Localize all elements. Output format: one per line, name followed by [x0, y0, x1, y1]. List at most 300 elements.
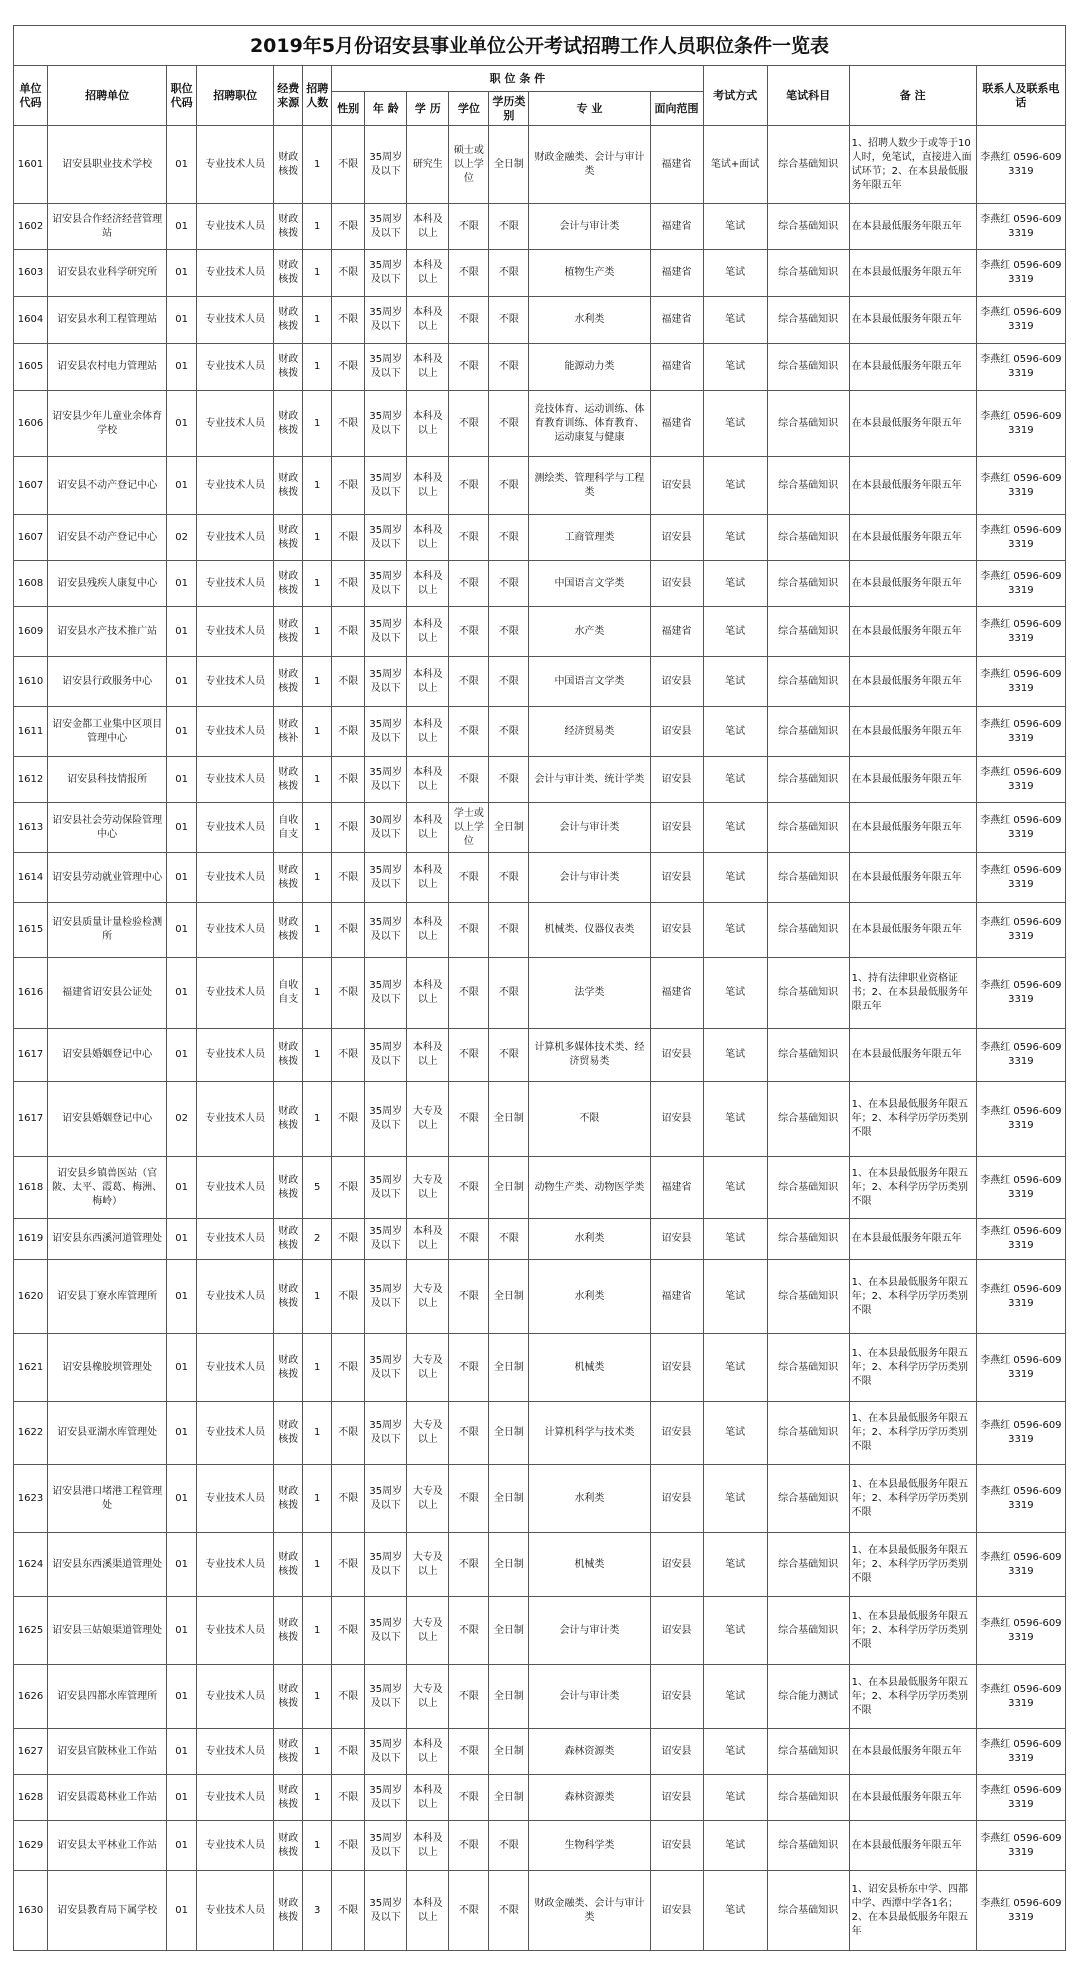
position-cell: 专业技术人员: [197, 707, 274, 757]
gender-cell: 不限: [332, 1597, 365, 1665]
degree-cell: 不限: [449, 391, 489, 457]
degree-cell: 不限: [449, 344, 489, 391]
unit-code-cell: 1609: [14, 607, 48, 657]
major-cell: 森林资源类: [529, 1775, 650, 1821]
unit-cell: 诏安县婚姻登记中心: [48, 1029, 167, 1082]
major-cell: 水利类: [529, 297, 650, 344]
table-row: [14, 1402, 1066, 1465]
subject-cell: 综合基础知识: [767, 1029, 849, 1082]
age-cell: 35周岁及以下: [365, 1775, 407, 1821]
degree-cell: 不限: [449, 457, 489, 515]
exam-cell: 笔试: [703, 515, 767, 561]
exam-cell: 笔试: [703, 250, 767, 297]
note-cell: 在本县最低服务年限五年: [849, 515, 976, 561]
table-row: [14, 1821, 1066, 1871]
note-cell: 1、在本县最低服务年限五年；2、本科学历学历类别不限: [849, 1402, 976, 1465]
subject-cell: 综合基础知识: [767, 958, 849, 1029]
age-cell: 35周岁及以下: [365, 1029, 407, 1082]
header-subject: 笔试科目: [767, 66, 849, 126]
position-code-cell: 01: [167, 1729, 197, 1775]
degree-cell: 学士或以上学位: [449, 803, 489, 853]
education-type-cell: 全日制: [489, 1533, 529, 1597]
scope-cell: 诏安县: [650, 1533, 703, 1597]
funding-cell: 财政核拨: [274, 391, 303, 457]
scope-cell: 诏安县: [650, 903, 703, 958]
position-cell: 专业技术人员: [197, 1533, 274, 1597]
funding-cell: 财政核拨: [274, 204, 303, 250]
education-cell: 大专及以上: [407, 1465, 449, 1533]
unit-code-cell: 1601: [14, 126, 48, 204]
position-cell: 专业技术人员: [197, 803, 274, 853]
education-type-cell: 不限: [489, 903, 529, 958]
unit-code-cell: 1614: [14, 853, 48, 903]
unit-cell: 诏安县东西溪河道管理处: [48, 1219, 167, 1260]
funding-cell: 财政核拨: [274, 457, 303, 515]
gender-cell: 不限: [332, 1082, 365, 1157]
gender-cell: 不限: [332, 204, 365, 250]
note-cell: 在本县最低服务年限五年: [849, 561, 976, 607]
exam-cell: 笔试: [703, 1219, 767, 1260]
education-type-cell: 全日制: [489, 1157, 529, 1219]
table-row: [14, 1465, 1066, 1533]
position-cell: 专业技术人员: [197, 903, 274, 958]
note-cell: 在本县最低服务年限五年: [849, 457, 976, 515]
count-cell: 2: [303, 1219, 332, 1260]
scope-cell: 诏安县: [650, 757, 703, 803]
funding-cell: 财政核拨: [274, 657, 303, 707]
contact-cell: 李燕红 0596-6093319: [976, 657, 1065, 707]
education-cell: 本科及以上: [407, 853, 449, 903]
contact-cell: 李燕红 0596-6093319: [976, 958, 1065, 1029]
position-cell: 专业技术人员: [197, 1871, 274, 1951]
note-cell: 1、在本县最低服务年限五年；2、本科学历学历类别不限: [849, 1334, 976, 1402]
degree-cell: 不限: [449, 1157, 489, 1219]
header-funding: 经费来源: [274, 66, 303, 126]
major-cell: 会计与审计类: [529, 204, 650, 250]
education-type-cell: 不限: [489, 1821, 529, 1871]
contact-cell: 李燕红 0596-6093319: [976, 391, 1065, 457]
count-cell: 1: [303, 707, 332, 757]
count-cell: 1: [303, 903, 332, 958]
count-cell: 1: [303, 803, 332, 853]
contact-cell: 李燕红 0596-6093319: [976, 1260, 1065, 1334]
exam-cell: 笔试: [703, 1082, 767, 1157]
exam-cell: 笔试: [703, 803, 767, 853]
major-cell: 生物科学类: [529, 1821, 650, 1871]
gender-cell: 不限: [332, 803, 365, 853]
education-type-cell: 不限: [489, 757, 529, 803]
unit-cell: 诏安县婚姻登记中心: [48, 1082, 167, 1157]
contact-cell: 李燕红 0596-6093319: [976, 457, 1065, 515]
contact-cell: 李燕红 0596-6093319: [976, 707, 1065, 757]
unit-cell: 诏安县社会劳动保险管理中心: [48, 803, 167, 853]
degree-cell: 不限: [449, 250, 489, 297]
education-cell: 大专及以上: [407, 1597, 449, 1665]
age-cell: 35周岁及以下: [365, 607, 407, 657]
count-cell: 1: [303, 344, 332, 391]
contact-cell: 李燕红 0596-6093319: [976, 607, 1065, 657]
scope-cell: 诏安县: [650, 1775, 703, 1821]
exam-cell: 笔试: [703, 1260, 767, 1334]
subject-cell: 综合基础知识: [767, 1729, 849, 1775]
count-cell: 1: [303, 391, 332, 457]
unit-code-cell: 1604: [14, 297, 48, 344]
subject-cell: 综合基础知识: [767, 803, 849, 853]
contact-cell: 李燕红 0596-6093319: [976, 297, 1065, 344]
subject-cell: 综合基础知识: [767, 1465, 849, 1533]
note-cell: 1、诏安县桥东中学、四都中学、西潭中学各1名；2、在本县最低服务年限五年: [849, 1871, 976, 1951]
position-cell: 专业技术人员: [197, 1260, 274, 1334]
gender-cell: 不限: [332, 515, 365, 561]
education-cell: 大专及以上: [407, 1157, 449, 1219]
subject-cell: 综合基础知识: [767, 250, 849, 297]
note-cell: 在本县最低服务年限五年: [849, 391, 976, 457]
unit-cell: 诏安县水产技术推广站: [48, 607, 167, 657]
note-cell: 1、招聘人数少于或等于10人时，免笔试，直接进入面试环节；2、在本县最低服务年限五年: [849, 126, 976, 204]
contact-cell: 李燕红 0596-6093319: [976, 1665, 1065, 1729]
education-type-cell: 不限: [489, 1871, 529, 1951]
position-code-cell: 01: [167, 1775, 197, 1821]
position-code-cell: 01: [167, 1871, 197, 1951]
education-cell: 大专及以上: [407, 1665, 449, 1729]
gender-cell: 不限: [332, 657, 365, 707]
education-type-cell: 不限: [489, 958, 529, 1029]
funding-cell: 财政核拨: [274, 1729, 303, 1775]
unit-code-cell: 1620: [14, 1260, 48, 1334]
degree-cell: 不限: [449, 297, 489, 344]
degree-cell: 不限: [449, 1334, 489, 1402]
funding-cell: 财政核拨: [274, 903, 303, 958]
note-cell: 在本县最低服务年限五年: [849, 1729, 976, 1775]
major-cell: 财政金融类、会计与审计类: [529, 126, 650, 204]
degree-cell: 不限: [449, 958, 489, 1029]
position-cell: 专业技术人员: [197, 250, 274, 297]
gender-cell: 不限: [332, 853, 365, 903]
education-type-cell: 全日制: [489, 1260, 529, 1334]
count-cell: 5: [303, 1157, 332, 1219]
exam-cell: 笔试: [703, 1665, 767, 1729]
gender-cell: 不限: [332, 1402, 365, 1465]
major-cell: 会计与审计类: [529, 853, 650, 903]
exam-cell: 笔试: [703, 1334, 767, 1402]
unit-cell: 诏安县乡镇兽医站（官陂、太平、霞葛、梅洲、梅岭）: [48, 1157, 167, 1219]
exam-cell: 笔试: [703, 1029, 767, 1082]
table-row: [14, 1597, 1066, 1665]
gender-cell: 不限: [332, 1665, 365, 1729]
subject-cell: 综合基础知识: [767, 1334, 849, 1402]
unit-code-cell: 1617: [14, 1082, 48, 1157]
education-cell: 本科及以上: [407, 757, 449, 803]
unit-cell: 诏安县农业科学研究所: [48, 250, 167, 297]
funding-cell: 财政核拨: [274, 1082, 303, 1157]
unit-cell: 诏安县官陂林业工作站: [48, 1729, 167, 1775]
major-cell: 法学类: [529, 958, 650, 1029]
exam-cell: 笔试: [703, 1871, 767, 1951]
funding-cell: 财政核拨: [274, 607, 303, 657]
subject-cell: 综合基础知识: [767, 457, 849, 515]
subject-cell: 综合基础知识: [767, 344, 849, 391]
scope-cell: 福建省: [650, 391, 703, 457]
unit-cell: 诏安县质量计量检验检测所: [48, 903, 167, 958]
age-cell: 35周岁及以下: [365, 1821, 407, 1871]
subject-cell: 综合基础知识: [767, 657, 849, 707]
degree-cell: 不限: [449, 1871, 489, 1951]
exam-cell: 笔试: [703, 1465, 767, 1533]
contact-cell: 李燕红 0596-6093319: [976, 126, 1065, 204]
unit-code-cell: 1610: [14, 657, 48, 707]
unit-code-cell: 1607: [14, 515, 48, 561]
header-education-type: 学历类别: [489, 92, 529, 126]
subject-cell: 综合基础知识: [767, 1821, 849, 1871]
major-cell: 机械类、仪器仪表类: [529, 903, 650, 958]
funding-cell: 财政核拨: [274, 344, 303, 391]
position-code-cell: 01: [167, 1260, 197, 1334]
note-cell: 在本县最低服务年限五年: [849, 707, 976, 757]
degree-cell: 不限: [449, 515, 489, 561]
education-type-cell: 不限: [489, 391, 529, 457]
note-cell: 1、在本县最低服务年限五年；2、本科学历学历类别不限: [849, 1260, 976, 1334]
contact-cell: 李燕红 0596-6093319: [976, 561, 1065, 607]
position-cell: 专业技术人员: [197, 1775, 274, 1821]
count-cell: 1: [303, 1665, 332, 1729]
table-row: [14, 757, 1066, 803]
funding-cell: 财政核拨: [274, 1665, 303, 1729]
header-conditions: 职 位 条 件: [332, 66, 703, 92]
position-code-cell: 01: [167, 250, 197, 297]
major-cell: 森林资源类: [529, 1729, 650, 1775]
position-cell: 专业技术人员: [197, 757, 274, 803]
note-cell: 在本县最低服务年限五年: [849, 853, 976, 903]
contact-cell: 李燕红 0596-6093319: [976, 853, 1065, 903]
education-type-cell: 全日制: [489, 126, 529, 204]
position-cell: 专业技术人员: [197, 126, 274, 204]
degree-cell: 不限: [449, 1597, 489, 1665]
table-row: [14, 126, 1066, 204]
exam-cell: 笔试: [703, 757, 767, 803]
degree-cell: 硕士或以上学位: [449, 126, 489, 204]
major-cell: 水利类: [529, 1260, 650, 1334]
funding-cell: 财政核拨: [274, 1871, 303, 1951]
gender-cell: 不限: [332, 126, 365, 204]
table-row: [14, 1157, 1066, 1219]
funding-cell: 财政核拨: [274, 1821, 303, 1871]
degree-cell: 不限: [449, 853, 489, 903]
position-cell: 专业技术人员: [197, 1597, 274, 1665]
major-cell: 能源动力类: [529, 344, 650, 391]
position-cell: 专业技术人员: [197, 853, 274, 903]
funding-cell: 财政核拨: [274, 1533, 303, 1597]
position-cell: 专业技术人员: [197, 344, 274, 391]
education-type-cell: 不限: [489, 1219, 529, 1260]
table-row: [14, 958, 1066, 1029]
table-row: [14, 344, 1066, 391]
scope-cell: 诏安县: [650, 1402, 703, 1465]
unit-cell: 诏安县不动产登记中心: [48, 515, 167, 561]
education-type-cell: 不限: [489, 607, 529, 657]
major-cell: 会计与审计类: [529, 1665, 650, 1729]
position-cell: 专业技术人员: [197, 391, 274, 457]
education-type-cell: 全日制: [489, 1597, 529, 1665]
funding-cell: 财政核拨: [274, 1260, 303, 1334]
contact-cell: 李燕红 0596-6093319: [976, 1871, 1065, 1951]
age-cell: 35周岁及以下: [365, 561, 407, 607]
exam-cell: 笔试: [703, 1729, 767, 1775]
note-cell: 在本县最低服务年限五年: [849, 344, 976, 391]
age-cell: 35周岁及以下: [365, 757, 407, 803]
position-cell: 专业技术人员: [197, 204, 274, 250]
table-row: [14, 391, 1066, 457]
education-cell: 本科及以上: [407, 803, 449, 853]
unit-code-cell: 1627: [14, 1729, 48, 1775]
education-cell: 本科及以上: [407, 1029, 449, 1082]
subject-cell: 综合基础知识: [767, 707, 849, 757]
position-code-cell: 01: [167, 561, 197, 607]
education-type-cell: 不限: [489, 1029, 529, 1082]
unit-cell: 诏安县三姑娘渠道管理处: [48, 1597, 167, 1665]
age-cell: 35周岁及以下: [365, 391, 407, 457]
unit-cell: 诏安县水利工程管理站: [48, 297, 167, 344]
scope-cell: 福建省: [650, 204, 703, 250]
note-cell: 1、在本县最低服务年限五年；2、本科学历学历类别不限: [849, 1665, 976, 1729]
unit-code-cell: 1630: [14, 1871, 48, 1951]
gender-cell: 不限: [332, 344, 365, 391]
age-cell: 35周岁及以下: [365, 1260, 407, 1334]
unit-code-cell: 1621: [14, 1334, 48, 1402]
funding-cell: 财政核拨: [274, 515, 303, 561]
major-cell: 水利类: [529, 1219, 650, 1260]
table-row: [14, 561, 1066, 607]
major-cell: 经济贸易类: [529, 707, 650, 757]
education-type-cell: 全日制: [489, 1729, 529, 1775]
header-unit: 招聘单位: [48, 66, 167, 126]
count-cell: 1: [303, 853, 332, 903]
degree-cell: 不限: [449, 657, 489, 707]
header-major: 专 业: [529, 92, 650, 126]
unit-code-cell: 1622: [14, 1402, 48, 1465]
note-cell: 在本县最低服务年限五年: [849, 803, 976, 853]
unit-cell: 诏安县合作经济经营管理站: [48, 204, 167, 250]
degree-cell: 不限: [449, 607, 489, 657]
scope-cell: 诏安县: [650, 1082, 703, 1157]
exam-cell: 笔试+面试: [703, 126, 767, 204]
count-cell: 1: [303, 515, 332, 561]
header-position-code: 职位代码: [167, 66, 197, 126]
education-type-cell: 不限: [489, 561, 529, 607]
education-type-cell: 不限: [489, 515, 529, 561]
position-code-cell: 01: [167, 204, 197, 250]
age-cell: 35周岁及以下: [365, 853, 407, 903]
unit-cell: 诏安县丁寮水库管理所: [48, 1260, 167, 1334]
count-cell: 1: [303, 757, 332, 803]
note-cell: 在本县最低服务年限五年: [849, 1775, 976, 1821]
education-type-cell: 不限: [489, 657, 529, 707]
table-row: [14, 457, 1066, 515]
table-row: [14, 1082, 1066, 1157]
table-row: [14, 803, 1066, 853]
education-cell: 本科及以上: [407, 1729, 449, 1775]
major-cell: 计算机科学与技术类: [529, 1402, 650, 1465]
table-row: [14, 607, 1066, 657]
age-cell: 35周岁及以下: [365, 126, 407, 204]
contact-cell: 李燕红 0596-6093319: [976, 1402, 1065, 1465]
education-cell: 本科及以上: [407, 297, 449, 344]
education-cell: 大专及以上: [407, 1533, 449, 1597]
funding-cell: 财政核拨: [274, 1219, 303, 1260]
education-type-cell: 全日制: [489, 1402, 529, 1465]
contact-cell: 李燕红 0596-6093319: [976, 344, 1065, 391]
count-cell: 1: [303, 1260, 332, 1334]
contact-cell: 李燕红 0596-6093319: [976, 757, 1065, 803]
position-code-cell: 01: [167, 853, 197, 903]
note-cell: 在本县最低服务年限五年: [849, 1821, 976, 1871]
unit-code-cell: 1613: [14, 803, 48, 853]
contact-cell: 李燕红 0596-6093319: [976, 1775, 1065, 1821]
major-cell: 计算机多媒体技术类、经济贸易类: [529, 1029, 650, 1082]
gender-cell: 不限: [332, 561, 365, 607]
gender-cell: 不限: [332, 1260, 365, 1334]
education-type-cell: 全日制: [489, 1465, 529, 1533]
subject-cell: 综合基础知识: [767, 1402, 849, 1465]
gender-cell: 不限: [332, 958, 365, 1029]
scope-cell: 诏安县: [650, 1821, 703, 1871]
unit-cell: 诏安县职业技术学校: [48, 126, 167, 204]
table-row: [14, 1260, 1066, 1334]
position-code-cell: 01: [167, 1533, 197, 1597]
contact-cell: 李燕红 0596-6093319: [976, 1597, 1065, 1665]
unit-code-cell: 1612: [14, 757, 48, 803]
degree-cell: 不限: [449, 1665, 489, 1729]
position-code-cell: 01: [167, 1665, 197, 1729]
subject-cell: 综合基础知识: [767, 1082, 849, 1157]
education-cell: 本科及以上: [407, 1821, 449, 1871]
major-cell: 会计与审计类: [529, 803, 650, 853]
unit-cell: 诏安县教育局下属学校: [48, 1871, 167, 1951]
major-cell: 动物生产类、动物医学类: [529, 1157, 650, 1219]
age-cell: 35周岁及以下: [365, 1082, 407, 1157]
header-contact: 联系人及联系电话: [976, 66, 1065, 126]
header-degree: 学位: [449, 92, 489, 126]
position-code-cell: 01: [167, 707, 197, 757]
unit-code-cell: 1623: [14, 1465, 48, 1533]
education-cell: 本科及以上: [407, 515, 449, 561]
education-cell: 本科及以上: [407, 1871, 449, 1951]
table-row: [14, 853, 1066, 903]
contact-cell: 李燕红 0596-6093319: [976, 1533, 1065, 1597]
position-code-cell: 01: [167, 457, 197, 515]
exam-cell: 笔试: [703, 1821, 767, 1871]
unit-cell: 诏安县霞葛林业工作站: [48, 1775, 167, 1821]
education-cell: 本科及以上: [407, 607, 449, 657]
table-row: [14, 250, 1066, 297]
unit-code-cell: 1606: [14, 391, 48, 457]
education-type-cell: 全日制: [489, 803, 529, 853]
major-cell: 植物生产类: [529, 250, 650, 297]
position-cell: 专业技术人员: [197, 1219, 274, 1260]
unit-code-cell: 1607: [14, 457, 48, 515]
gender-cell: 不限: [332, 1029, 365, 1082]
count-cell: 1: [303, 297, 332, 344]
funding-cell: 财政核拨: [274, 1775, 303, 1821]
subject-cell: 综合基础知识: [767, 204, 849, 250]
position-cell: 专业技术人员: [197, 1821, 274, 1871]
position-cell: 专业技术人员: [197, 1157, 274, 1219]
gender-cell: 不限: [332, 1729, 365, 1775]
unit-cell: 诏安县劳动就业管理中心: [48, 853, 167, 903]
unit-code-cell: 1625: [14, 1597, 48, 1665]
note-cell: 在本县最低服务年限五年: [849, 607, 976, 657]
degree-cell: 不限: [449, 707, 489, 757]
note-cell: 1、在本县最低服务年限五年；2、本科学历学历类别不限: [849, 1533, 976, 1597]
